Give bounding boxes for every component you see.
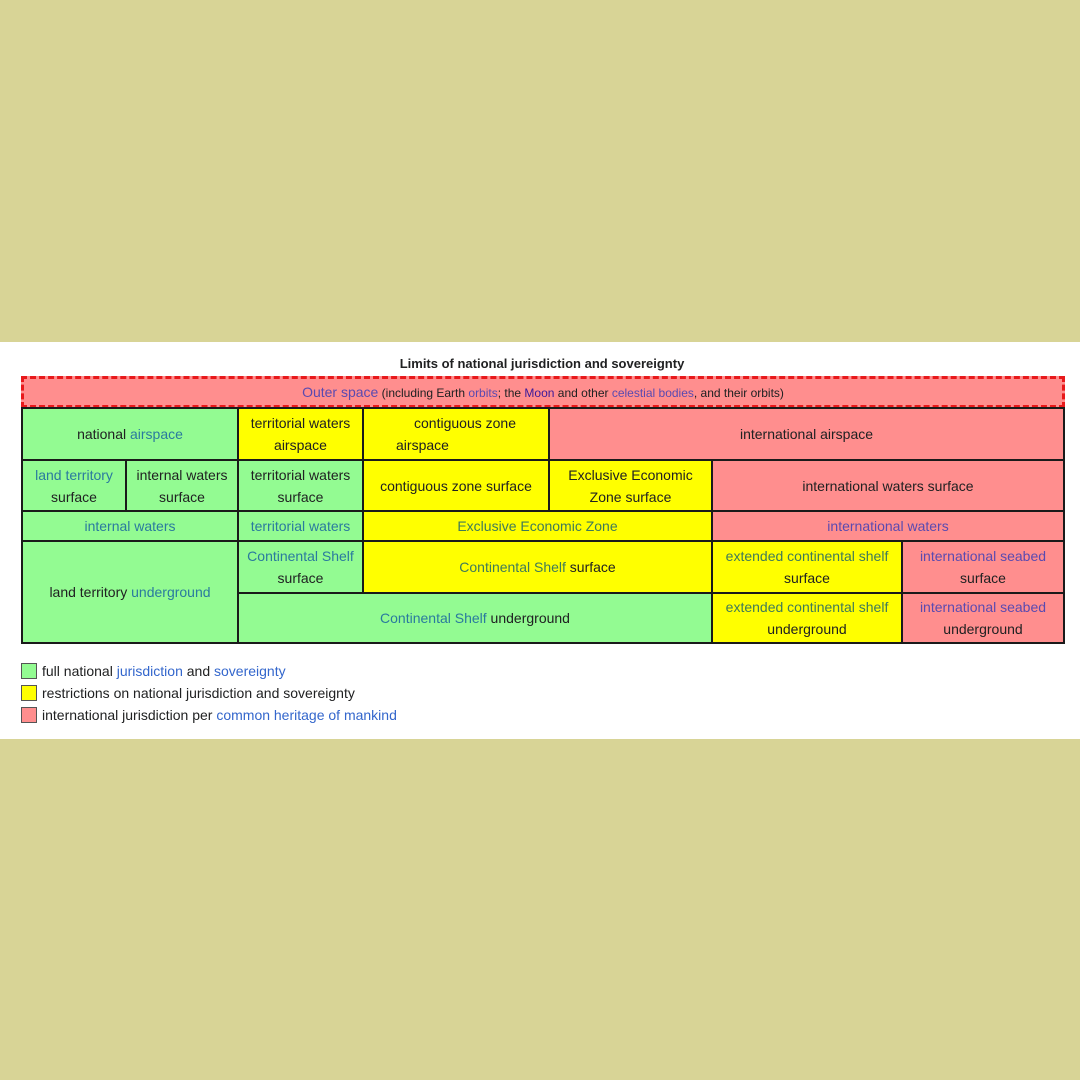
outer-space-text: , and their orbits) [693,386,784,400]
orbits-link[interactable]: orbits [468,386,498,400]
continental-shelf-underground-cell [237,592,713,644]
cell-text: airspace [396,437,449,453]
legend-item-international [21,704,397,726]
internal-waters-cell [21,510,239,542]
territorial-waters-link[interactable]: territorial waters [250,518,351,534]
outer-space-text: (including Earth [381,386,469,400]
cell-text: surface [277,570,324,586]
extended-continental-shelf-link[interactable]: extended continental shelf [725,599,889,615]
jurisdiction-link[interactable]: jurisdiction [116,663,183,679]
extended-continental-shelf-surface-cell [711,540,903,594]
underground-link[interactable]: underground [131,584,211,600]
international-airspace-cell [548,407,1065,461]
continental-shelf-link[interactable]: Continental Shelf [459,559,566,575]
land-territory-underground-cell [21,540,239,644]
airspace-link[interactable]: airspace [130,426,183,442]
cell-text: territorial waters [250,466,351,483]
legend-item-restricted [21,682,397,704]
cell-text: international waters surface [802,477,974,494]
cell-text: surface [960,570,1006,586]
cell-text: surface [159,488,205,505]
cell-text: surface [277,488,324,505]
cell-text: territorial waters [250,415,351,431]
cell-text: internal waters [136,466,228,483]
common-heritage-link[interactable]: common heritage of mankind [216,707,397,723]
cell-text: international airspace [739,426,874,442]
territorial-waters-surface-cell [237,459,364,512]
eez-link[interactable]: Exclusive Economic Zone [457,518,618,534]
celestial-bodies-link[interactable]: celestial bodies [611,386,694,400]
legend-item-full [21,660,397,682]
land-territory-surface-cell [21,459,127,512]
red-swatch-icon [21,707,37,723]
cell-text: national [77,426,130,442]
international-seabed-underground-cell [901,592,1065,644]
territorial-waters-airspace-cell [237,407,364,461]
cell-text: Zone surface [589,488,672,505]
international-seabed-surface-cell [901,540,1065,594]
legend-text: and [186,663,211,679]
cell-text: contiguous zone surface [380,477,532,494]
cell-text: contiguous zone [414,415,516,431]
contiguous-zone-surface-cell [362,459,550,512]
land-territory-link[interactable]: land territory [35,466,113,483]
legend [21,660,397,726]
international-seabed-link[interactable]: international seabed [919,548,1047,564]
territorial-waters-cell [237,510,364,542]
international-waters-link[interactable]: international waters [827,518,949,534]
outer-space-text: ; the [497,386,525,400]
legend-text: international jurisdiction per [42,707,213,723]
outer-space-text: and other [554,386,612,400]
moon-link[interactable]: Moon [524,386,555,400]
cell-text: land territory [49,584,132,600]
international-waters-surface-cell [711,459,1065,512]
contiguous-zone-airspace-cell [362,407,550,461]
international-seabed-link[interactable]: international seabed [919,599,1047,615]
continental-shelf-surface-yellow-cell [362,540,713,594]
national-airspace-cell [21,407,239,461]
legend-text: full national [42,663,113,679]
continental-shelf-surface-green-cell [237,540,364,594]
continental-shelf-link[interactable]: Continental Shelf [380,610,487,626]
cell-text: surface [565,559,616,575]
international-waters-cell [711,510,1065,542]
green-swatch-icon [21,663,37,679]
extended-continental-shelf-link[interactable]: extended continental shelf [725,548,889,564]
continental-shelf-link[interactable]: Continental Shelf [247,548,354,564]
extended-continental-shelf-underground-cell [711,592,903,644]
outer-space-row [21,376,1065,408]
eez-cell [362,510,713,542]
eez-surface-cell [548,459,713,512]
diagram-panel [0,342,1080,739]
cell-text: underground [767,621,847,637]
diagram-title: Limits of national jurisdiction and sovereignty [399,356,685,371]
internal-waters-link[interactable]: internal waters [84,518,176,534]
sovereignty-link[interactable]: sovereignty [214,663,286,679]
internal-waters-surface-cell [125,459,239,512]
yellow-swatch-icon [21,685,37,701]
cell-text: underground [943,621,1023,637]
legend-text: restrictions on national jurisdiction and sovereignty [42,685,355,701]
cell-text: airspace [274,437,327,453]
cell-text: surface [51,488,97,505]
outer-space-link[interactable]: Outer space [302,384,379,400]
cell-text: surface [784,570,830,586]
cell-text: underground [486,610,570,626]
cell-text: Exclusive Economic [568,466,693,483]
